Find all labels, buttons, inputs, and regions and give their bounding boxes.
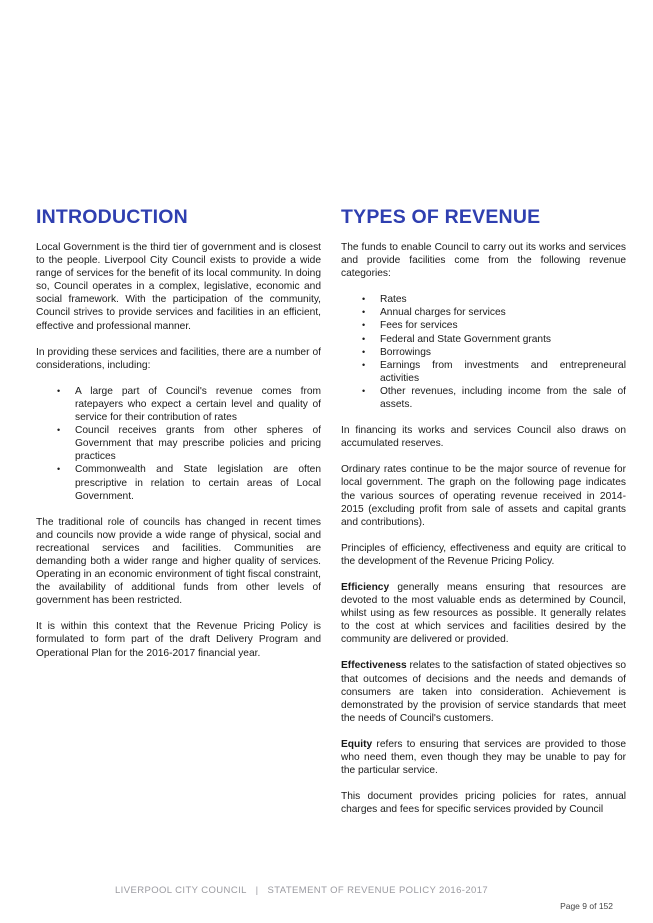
revenue-paragraph: In financing its works and services Council also draws on accumulated reserves. — [341, 425, 626, 450]
equity-term: Equity — [341, 738, 373, 750]
revenue-paragraph: Principles of efficiency, effectiveness and equity are critical to the development of the Revenue Pricing Policy. — [341, 542, 626, 567]
introduction-paragraph: Local Government is the third tier of government and is closest to the people. Liverpool City Council exists to provide a wide range of services for the benefit of its local community. In doing so, Council operates in a complex, legislative, economic and social framework. With the participation of the community, Council strives to provide services and facilities in an efficient, effective and professional manner. — [36, 242, 321, 332]
introduction-heading: INTRODUCTION — [36, 206, 188, 228]
bullet-icon: • — [362, 346, 366, 357]
list-item: • Council receives grants from other spheres of Government that may prescribe policies and pricing practices — [57, 425, 321, 463]
introduction-paragraph: In providing these services and facilities, there are a number of considerations, including: — [36, 346, 321, 371]
list-item: • Federal and State Government grants — [362, 333, 552, 345]
revenue-categories-list — [341, 293, 626, 411]
introduction-paragraph: The traditional role of councils has changed in recent times and councils now provide a wide range of physical, social and recreational services and facilities. Communities are demanding both a wider range and higher quality of services. Operating in an economic environment of tight fiscal constraint, the availability of additional funds from other levels of government has been restricted. — [36, 516, 321, 607]
page-number: Page 9 of 152 — [560, 901, 613, 911]
bullet-icon: • — [57, 385, 61, 396]
bullet-icon: • — [362, 359, 366, 370]
list-item: • A large part of Council's revenue comes from ratepayers who expect a certain level and quality of service for their contribution of rates — [57, 385, 321, 424]
list-item: • Commonwealth and State legislation are often prescriptive in relation to certain areas of Local Government. — [57, 464, 321, 502]
bullet-icon: • — [57, 425, 61, 436]
list-item: • Rates — [362, 294, 407, 306]
revenue-paragraph: Ordinary rates continue to be the major source of revenue for local government. The graph on the following page indicates the various sources of operating revenue received in 2014-2015 (excluding profit from sale of assets and capital grants and contributions). — [341, 464, 626, 528]
introduction-column — [36, 205, 321, 673]
list-item: • Earnings from investments and entrepreneural activities — [362, 359, 626, 384]
equity-paragraph: Equity refers to ensuring that services are provided to those who need them, even though they may be unable to pay for the particular service. — [341, 738, 626, 777]
bullet-icon: • — [362, 320, 366, 331]
list-item: • Other revenues, including income from the sale of assets. — [362, 385, 626, 411]
list-item: • Annual charges for services — [362, 307, 506, 319]
introduction-paragraph: It is within this context that the Revenue Pricing Policy is formulated to form part of the draft Delivery Program and Operational Plan for the 2016-2017 financial year. — [36, 621, 321, 659]
considerations-list — [36, 385, 321, 503]
bullet-icon: • — [362, 307, 366, 318]
efficiency-paragraph: Efficiency generally means ensuring that resources are devoted to the most valuable ends as determined by Council, whilst using as few resources as possible. It generally relates to the cost at which services and facilities desired by the community are delivered or provided. — [341, 581, 626, 646]
bullet-icon: • — [57, 464, 61, 475]
types-of-revenue-heading: TYPES OF REVENUE — [341, 206, 541, 228]
list-item: • Borrowings — [362, 346, 431, 358]
bullet-icon: • — [362, 385, 366, 396]
footer-title: LIVERPOOL CITY COUNCIL | STATEMENT OF REVENUE POLICY 2016-2017 — [115, 885, 489, 896]
bullet-icon: • — [362, 294, 366, 305]
efficiency-term: Efficiency — [341, 581, 390, 593]
revenue-paragraph: This document provides pricing policies for rates, annual charges and fees for specific services provided by Council — [341, 791, 626, 816]
list-item: • Fees for services — [362, 320, 458, 332]
effectiveness-paragraph: Effectiveness relates to the satisfaction of stated objectives so that outcomes of decisions and the needs and demands of consumers are taken into consideration. Achievement is demonstrated by the provision of service standards that meet the needs of Council's customers. — [341, 660, 626, 724]
revenue-paragraph: The funds to enable Council to carry out its works and services and provide facilities come from the following revenue categories: — [341, 242, 626, 280]
bullet-icon: • — [362, 333, 366, 344]
types-of-revenue-column — [341, 205, 626, 829]
effectiveness-term: Effectiveness — [341, 660, 407, 672]
